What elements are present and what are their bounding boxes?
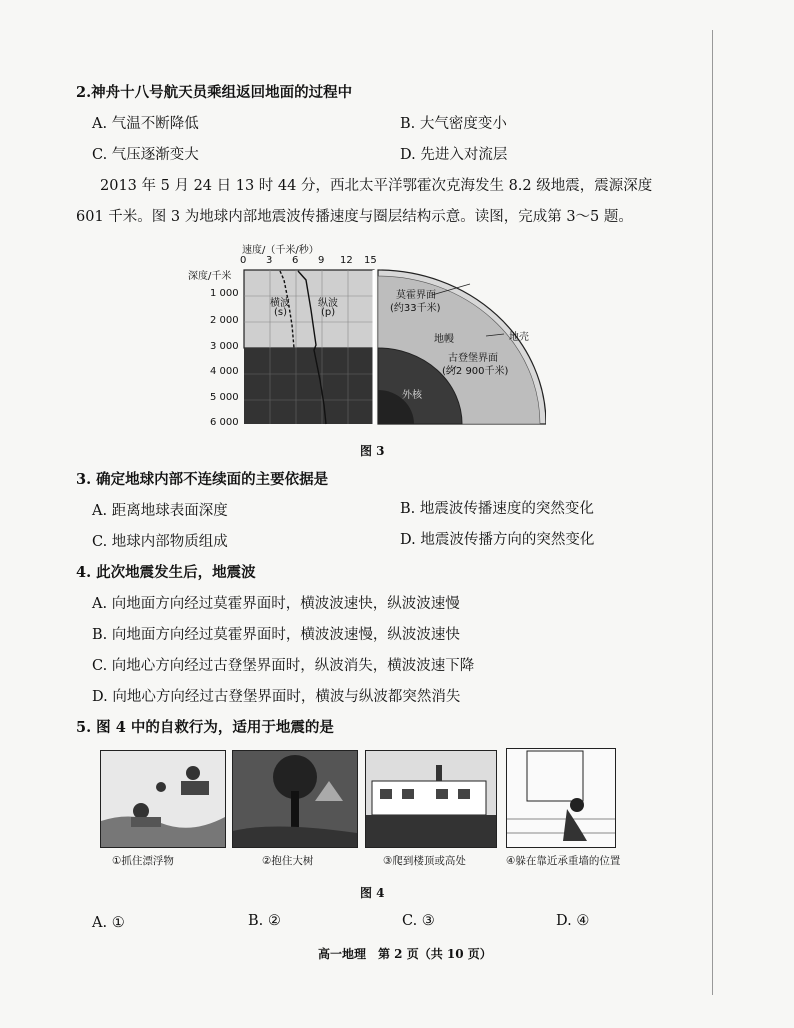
moho-depth: (约33千米) — [390, 303, 441, 314]
speed-tick: 15 — [364, 255, 377, 266]
depth-axis-label: 深度/千米 — [188, 271, 232, 282]
q2-option-a[interactable]: A. 气温不断降低 — [92, 116, 199, 132]
figure-3-caption: 图 3 — [360, 444, 385, 458]
flood-scene-icon — [101, 751, 225, 847]
depth-tick: 3 000 — [210, 341, 239, 352]
q5-option-d[interactable]: D. ④ — [556, 913, 590, 929]
rooftop-scene-icon — [366, 751, 496, 847]
q4-option-b[interactable]: B. 向地面方向经过莫霍界面时，横波波速慢，纵波波速快 — [92, 627, 460, 643]
passage-line-2: 601 千米。图 3 为地球内部地震波传播速度与圈层结构示意。读图，完成第 3～5 题。 — [76, 209, 633, 225]
q3-option-c[interactable]: C. 地球内部物质组成 — [92, 534, 228, 550]
depth-tick: 4 000 — [210, 366, 239, 377]
page-margin-line — [712, 30, 713, 995]
q3-option-a[interactable]: A. 距离地球表面深度 — [92, 503, 228, 519]
q5-option-c[interactable]: C. ③ — [402, 913, 435, 929]
depth-tick: 1 000 — [210, 288, 239, 299]
speed-tick: 12 — [340, 255, 353, 266]
q2-stem: 2.神舟十八号航天员乘组返回地面的过程中 — [76, 84, 353, 101]
speed-tick: 9 — [318, 255, 325, 266]
q2-option-d[interactable]: D. 先进入对流层 — [400, 147, 508, 163]
figure-3 — [186, 240, 546, 435]
picture-3-label: ③爬到楼顶或高处 — [383, 855, 466, 867]
q5-option-a[interactable]: A. ① — [92, 915, 125, 931]
p-wave-label: 纵波 — [318, 298, 338, 309]
picture-3-rooftop — [365, 750, 497, 848]
picture-2-label: ②抱住大树 — [262, 855, 314, 867]
picture-2-tree — [232, 750, 358, 848]
q3-option-b[interactable]: B. 地震波传播速度的突然变化 — [400, 501, 594, 517]
outer-core-label: 外核 — [402, 390, 422, 401]
page-footer: 高一地理 第 2 页（共 10 页） — [318, 947, 492, 961]
mantle-label: 地幔 — [434, 334, 454, 345]
speed-tick: 3 — [266, 255, 273, 266]
q4-option-d[interactable]: D. 向地心方向经过古登堡界面时，横波与纵波都突然消失 — [92, 689, 461, 705]
crouch-scene-icon — [507, 749, 615, 847]
q5-stem: 5. 图 4 中的自救行为，适用于地震的是 — [76, 719, 334, 736]
depth-tick: 5 000 — [210, 392, 239, 403]
moho-label: 莫霍界面 — [396, 290, 436, 301]
q4-option-c[interactable]: C. 向地心方向经过古登堡界面时，纵波消失，横波波速下降 — [92, 658, 475, 674]
speed-axis-label: 速度/（千米/秒） — [242, 245, 319, 256]
speed-tick: 0 — [240, 255, 247, 266]
passage-line-1: 2013 年 5 月 24 日 13 时 44 分，西北太平洋鄂霍次克海发生 8.2 级地震，震源深度 — [100, 178, 653, 194]
q4-stem: 4. 此次地震发生后，地震波 — [76, 564, 256, 581]
q3-option-d[interactable]: D. 地震波传播方向的突然变化 — [400, 532, 595, 548]
q3-stem: 3. 确定地球内部不连续面的主要依据是 — [76, 471, 329, 488]
q2-option-c[interactable]: C. 气压逐渐变大 — [92, 147, 199, 163]
earth-interior-diagram — [186, 240, 546, 435]
s-wave-symbol: (s) — [274, 307, 288, 318]
s-wave-label: 横波 — [270, 298, 290, 309]
tree-scene-icon — [233, 751, 357, 847]
picture-4-wall — [506, 748, 616, 848]
picture-1-label: ①抓住漂浮物 — [112, 855, 174, 867]
picture-4-label: ④躲在靠近承重墙的位置 — [506, 855, 621, 867]
p-wave-symbol: (p) — [321, 307, 336, 318]
depth-tick: 6 000 — [210, 417, 239, 428]
q5-option-b[interactable]: B. ② — [248, 913, 281, 929]
crust-label: 地壳 — [509, 332, 529, 343]
gutenberg-label: 古登堡界面 — [448, 353, 498, 364]
gutenberg-depth: (约2 900千米) — [442, 366, 509, 377]
q2-option-b[interactable]: B. 大气密度变小 — [400, 116, 507, 132]
q4-option-a[interactable]: A. 向地面方向经过莫霍界面时，横波波速快，纵波波速慢 — [92, 596, 460, 612]
speed-tick: 6 — [292, 255, 299, 266]
depth-tick: 2 000 — [210, 315, 239, 326]
picture-1-floating — [100, 750, 226, 848]
figure-4-caption: 图 4 — [360, 886, 385, 900]
